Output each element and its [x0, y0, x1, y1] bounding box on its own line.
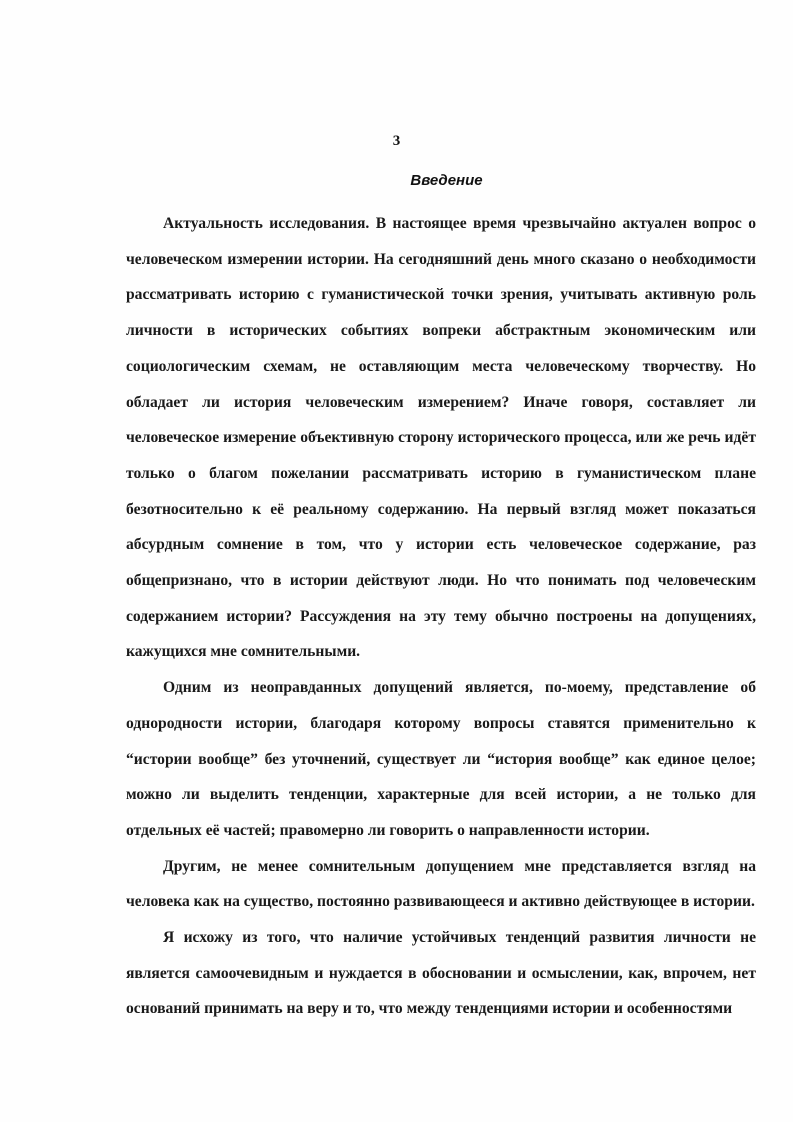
body-text — [126, 206, 756, 1027]
page-number: 3 — [392, 133, 401, 149]
section-heading: Введение — [410, 172, 483, 189]
paragraph-3: Другим, не менее сомнительным допущением мне представляется взгляд на человека как на существо, постоянно развивающееся и активно действующее в истории. — [126, 857, 756, 911]
paragraph-1 — [126, 206, 756, 670]
paragraph-1-text: В настоящее время чрезвычайно актуален вопрос о человеческом измерении истории. На сегодняшний день много сказано о необходимости рассматривать историю с гуманистической точки зрения, учитывать активную роль личности в исторических событиях вопреки абстрактным экономическим или социологическим схемам, не оставляющим места человеческому творчеству. Но обладает ли история человеческим измерением? Иначе говоря, составляет ли человеческое измерение объективную сторону исторического процесса, или же речь идёт только о благом пожелании рассматривать историю в гуманистическом плане безотносительно к её реальному содержанию. На первый взгляд может показаться абсурдным сомнение в том, что у истории есть человеческое содержание, раз общепризнано, что в истории действуют люди. Но что понимать под человеческим содержанием истории? Рассуждения на эту тему обычно построены на допущениях, кажущихся мне сомнительными. — [126, 215, 757, 661]
paragraph-1-lead: Актуальность исследования. — [163, 215, 370, 232]
paragraph-2: Одним из неоправданных допущений является, по-моему, представление об однородности истории, благодаря которому вопросы ставятся применительно к “истории вообще” без уточнений, существует ли “история вообще” как единое целое; можно ли выделить тенденции, характерные для всей истории, а не только для отдельных её частей; правомерно ли говорить о направленности истории. — [126, 679, 756, 839]
paragraph-4: Я исхожу из того, что наличие устойчивых тенденций развития личности не является самоочевидным и нуждается в обосновании и осмыслении, как, впрочем, нет оснований принимать на веру и то, что между тенденциями истории и особенностями — [126, 929, 756, 1018]
